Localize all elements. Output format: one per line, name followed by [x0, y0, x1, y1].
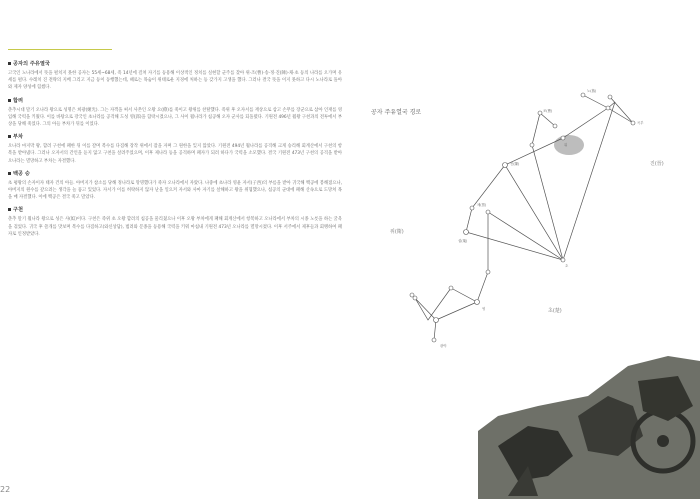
map-node-label: 위: [564, 143, 568, 147]
map-node-label: 영: [482, 307, 486, 311]
section-title: [8, 207, 342, 213]
section-baigong: [8, 171, 342, 202]
section-paragraph: 고국인 노나라에서 뜻을 펼치지 못한 공자는 55세~68세, 즉 14년에 걸쳐 자기를 등용해 이상적인 정치를 실현할 군주를 찾아 위·조(曹)·송·정·진(陳)·채·초 등의 나라를 오가며 유세를 펼다. 수레치 진 전략의 지배 그리고 지금 등이 동행했는데, 때로는 목숨이 위태로운 지경에 처하는 등 갖가지 고생을 했다. 그러나 결국 뜻을 이지 못하고 다시 노나라로 돌아와 제자 양성에 힘썼다.: [8, 71, 342, 91]
route-nodes: [410, 93, 635, 342]
section-confucius: [8, 61, 342, 92]
map-node-label: 섭(葉): [458, 239, 468, 243]
section-title-text: 백공 승: [13, 170, 30, 177]
map-node-label: 초: [565, 264, 569, 268]
top-rule: [8, 49, 112, 50]
section-title: [8, 98, 342, 104]
map-title: 공자 주유열국 경로: [371, 109, 422, 116]
section-helu: [8, 98, 342, 129]
region-label: 초(楚): [548, 308, 562, 314]
text-column: [8, 61, 342, 244]
section-paragraph: 춘추 말기 월나라 왕으로 성은 사(姒)이다. 구천은 즉위 초 오왕 합려의 침공을 물리쳤으나 이후 오왕 부차에게 패해 회계산에서 항복하고 오나라에서 부차의 시종 노릇을 하는 굴욕을 겪었다. 귀국 후 쓸개를 맛보며 복수를 다짐하고(와신상담), 범려와 문종을 등용해 국력을 키워 마침내 기원전 473년 오나라를 멸망시켰다. 이후 서주에서 제후들과 회맹하여 패자로 인정받았다.: [8, 217, 342, 237]
region-label: 진(晉): [650, 161, 664, 167]
map-node-label: 곡부: [637, 121, 644, 125]
map-node-label: 조(曹): [543, 109, 553, 113]
bullet-icon: [8, 99, 11, 102]
map-node-label: 광야: [440, 344, 447, 348]
section-paragraph: 오나라 마지막 왕, 합려 구천에 패한 뒤 이를 갈며 복수를 다짐해 장작 위에서 잠을 자며 그 원한을 잊지 않았다. 기원전 494년 월나라를 공격해 크게 승리해 회계산에서 구천의 항복을 받아냈다. 그러나 오자서의 간언을 듣지 않고 구천을 살려주었으며, 이후 제나라 등을 공격하며 패자가 되려 하다가 국력을 소모했다. 결국 기원전 473년 구천의 공격을 받아 오나라는 멸망하고 부차는 자결했다.: [8, 144, 342, 164]
region-label: 위(衛): [390, 229, 404, 235]
bullet-icon: [8, 172, 11, 175]
route-lines: [412, 95, 633, 340]
section-fuchai: [8, 134, 342, 165]
map-node-label: 채(蔡): [477, 203, 487, 207]
highlight-area: [554, 135, 584, 155]
section-title-text: 공자의 주유열국: [13, 61, 50, 67]
section-title-text: 부차: [13, 134, 24, 141]
section-paragraph: 춘추시대 말기 오나라 왕으로 성명은 희광(姬光). 그는 자객을 써서 사촌인 오왕 요(僚)를 죽이고 왕위를 찬탈했다. 즉위 후 오자서를 재상으로 삼고 손무를 장군으로 삼아 인재를 영입해 국력을 키웠다. 이를 바탕으로 강국인 초나라를 공격해 도성 영(郢)을 함락시켰으나, 그 사이 월나라가 침공해 오자 군사를 되돌렸다. 기원전 496년 월왕 구천과의 전투에서 부상을 당해 죽었다. 그의 아들 부차가 뒤를 이었다.: [8, 107, 342, 128]
section-title-text: 합려: [13, 97, 24, 104]
section-goujian: [8, 207, 342, 238]
bullet-icon: [8, 208, 11, 211]
bullet-icon: [8, 135, 11, 138]
stone-relief-image: [478, 336, 700, 499]
map-node-label: 노(魯): [587, 89, 597, 93]
section-title-text: 구천: [13, 207, 24, 214]
map-node-label: 진(陳): [510, 162, 520, 166]
page-number: 22: [0, 485, 11, 494]
bullet-icon: [8, 62, 11, 65]
section-title: [8, 61, 342, 67]
section-title: [8, 171, 342, 177]
section-title: [8, 134, 342, 140]
section-paragraph: 초 평왕의 손자이자 태자 건의 아들. 아버지가 참소를 당해 정나라로 망명했다가 죽자 오나라에서 자랐다. 나중에 초나라 영윤 자서(子西)의 부름을 받아 귀국해 백공에 봉해졌으나, 아버지의 원수를 갚으려는 생각을 늘 품고 있었다. 자서가 이를 허락하지 않자 난을 일으켜 자서와 사마 자기를 살해하고 왕을 위협했으나, 섭공의 군대에 패해 산속으로 도망쳐 목을 매 자결했다. 이에 백공은 결국 죽고 말았다.: [8, 180, 342, 201]
